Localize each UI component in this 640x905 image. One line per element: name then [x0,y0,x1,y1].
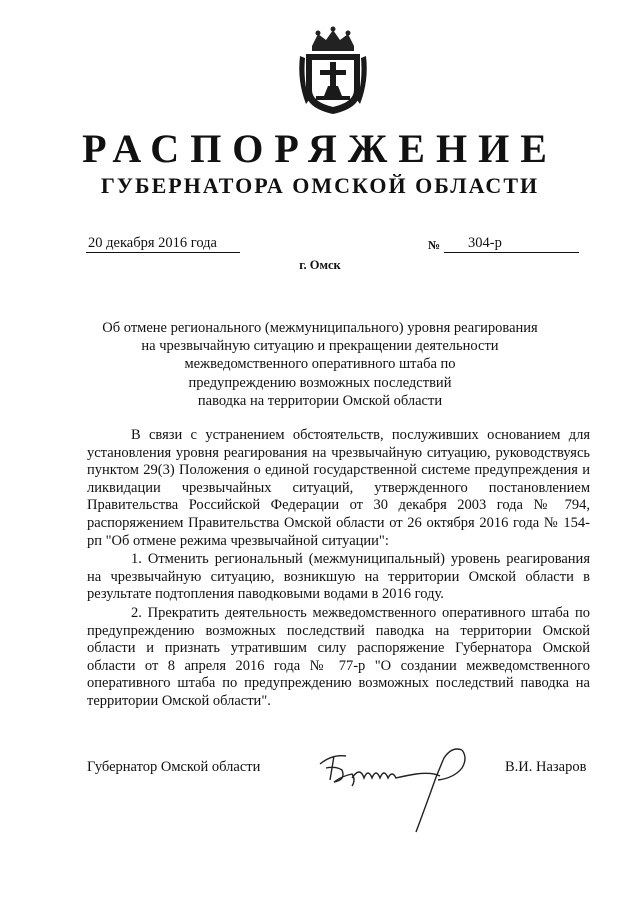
heading-line: Об отмене регионального (межмуниципального) уровня реагирования [102,320,538,336]
signatory-name: В.И. Назаров [505,759,587,775]
body-item-2: 2. Прекратить деятельность межведомственного оперативного штаба по предупреждению возможных последствий паводка на территории Омской области и признать утратившим силу распоряжение Губернатора Омской области от 8 апреля 2016 года № 77-р "О создании межведомственного оперативного штаба по предупреждению возможных последствий паводка на территории Омской области". [87,604,590,709]
number-label: № [428,238,441,252]
omsk-coat-of-arms-icon [296,26,370,116]
body-item-1: 1. Отменить региональный (межмуниципальный) уровень реагирования на чрезвычайную ситуацию, возникшую на территории Омской области в результате подтопления паводковыми водами в 2016 году. [87,551,590,603]
handwritten-signature [312,736,472,836]
signatory-position: Губернатор Омской области [87,759,261,775]
body-intro-paragraph: В связи с устранением обстоятельств, послуживших основанием для установления уровня реагирования на чрезвычайную ситуацию, руководствуясь пунктом 29(3) Положения о единой государственной системе предупреждения и ликвидации чрезвычайных ситуаций, утвержденного постановлением Правительства Российской Федерации от 30 декабря 2003 года № 794, распоряжением Правительства Омской области от 26 октября 2016 года № 154-рп "Об отмене режима чрезвычайной ситуации": [87,427,590,549]
heading-line: межведомственного оперативного штаба по [184,356,456,373]
document-body [87,427,590,712]
document-number: 304-р [444,234,579,253]
heading-line: на чрезвычайную ситуацию и прекращении деятельности [141,338,499,355]
document-city: г. Омск [299,258,341,272]
heading-line: паводка на территории Омской области [197,392,443,409]
document-heading [100,319,540,410]
heading-line: предупреждению возможных последствий [188,374,452,391]
document-date: 20 декабря 2016 года [86,234,240,253]
document-title: РАСПОРЯЖЕНИЕ [82,126,558,171]
document-subtitle: ГУБЕРНАТОРА ОМСКОЙ ОБЛАСТИ [100,173,540,198]
